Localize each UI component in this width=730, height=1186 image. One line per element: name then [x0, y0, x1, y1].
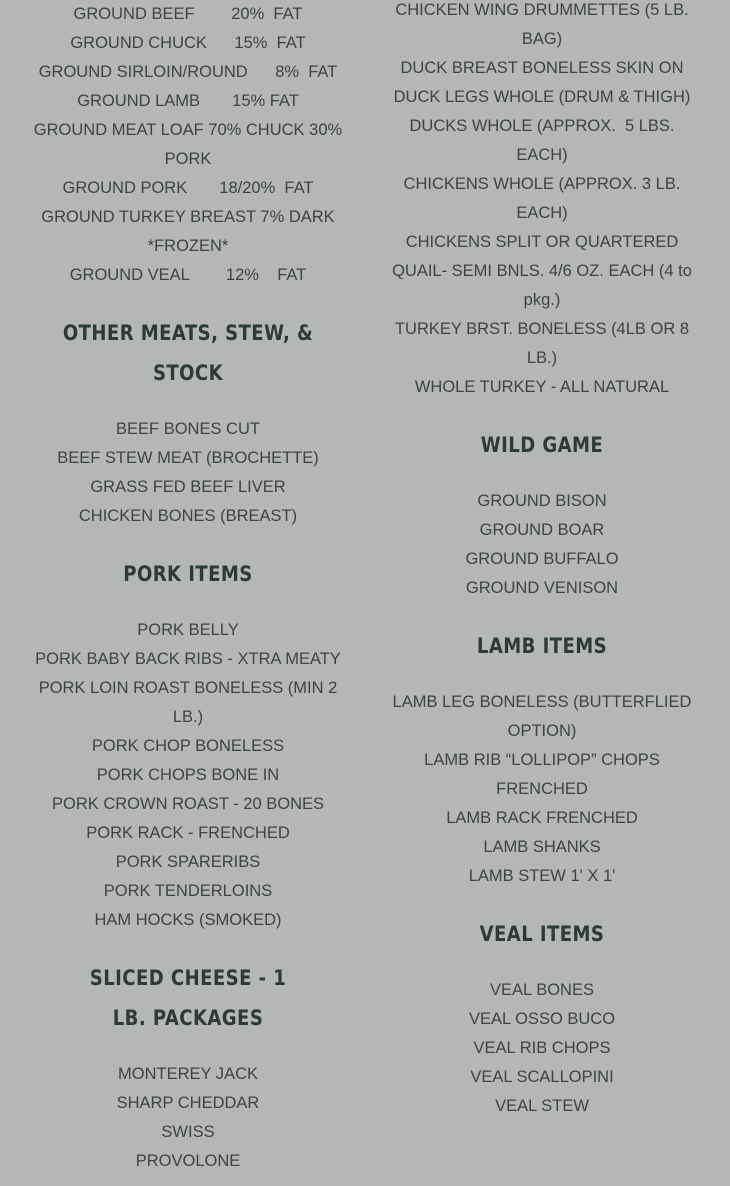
list-item: GRASS FED BEEF LIVER [90, 478, 286, 496]
ground-meats-list [18, 0, 358, 290]
list-item: LAMB LEG BONELESS (BUTTERFLIED OPTION) [392, 693, 697, 740]
lamb-items-list [372, 688, 712, 891]
list-item: GROUND PORK 18/20% FAT [62, 179, 314, 197]
section-heading-veal: VEAL ITEMS [479, 922, 605, 946]
list-item: SWISS [161, 1123, 215, 1141]
veal-items-list [372, 976, 712, 1121]
list-item: PORK BELLY [137, 621, 239, 639]
list-item: BEEF BONES CUT [116, 420, 260, 438]
left-column [18, 0, 358, 1176]
list-item: GROUND MEAT LOAF 70% CHUCK 30% PORK [33, 121, 347, 168]
list-item: PORK TENDERLOINS [103, 882, 273, 900]
list-item: PORK CROWN ROAST - 20 BONES [52, 795, 324, 813]
list-item: VEAL OSSO BUCO [468, 1010, 616, 1028]
wild-game-list [372, 487, 712, 603]
list-item: VEAL SCALLOPINI [470, 1068, 614, 1086]
section-heading-sliced-cheese: SLICED CHEESE - 1 LB. PACKAGES [89, 966, 287, 1030]
list-item: QUAIL- SEMI BNLS. 4/6 OZ. EACH (4 to pkg.) [392, 262, 697, 309]
list-item: CHICKEN WING DRUMMETTES (5 LB. BAG) [395, 1, 694, 48]
list-item: SHARP CHEDDAR [116, 1094, 260, 1112]
list-item: LAMB RACK FRENCHED [446, 809, 638, 827]
pork-items-list [18, 616, 358, 935]
list-item: GROUND VEAL 12% FAT [69, 266, 307, 284]
list-item: VEAL RIB CHOPS [473, 1039, 611, 1057]
list-item: GROUND SIRLOIN/ROUND 8% FAT [38, 63, 338, 81]
list-item: GROUND CHUCK 15% FAT [70, 34, 306, 52]
list-item: DUCKS WHOLE (APPROX. 5 LBS. EACH) [409, 117, 680, 164]
list-item: CHICKENS WHOLE (APPROX. 3 LB. EACH) [403, 175, 686, 222]
list-item: VEAL STEW [495, 1097, 589, 1115]
list-item: PORK CHOPS BONE IN [96, 766, 280, 784]
list-item: GROUND VENISON [465, 579, 619, 597]
list-item: VEAL BONES [490, 981, 594, 999]
right-column [372, 0, 712, 1121]
list-item: PORK CHOP BONELESS [91, 737, 285, 755]
list-item: CHICKENS SPLIT OR QUARTERED [405, 233, 679, 251]
list-item: GROUND BISON [477, 492, 607, 510]
list-item: WHOLE TURKEY - ALL NATURAL [414, 378, 670, 396]
section-heading-other-meats: OTHER MEATS, STEW, & STOCK [62, 321, 314, 385]
list-item: PROVOLONE [135, 1152, 241, 1170]
list-item: LAMB SHANKS [483, 838, 601, 856]
list-item: GROUND LAMB 15% FAT [77, 92, 299, 110]
list-item: PORK LOIN ROAST BONELESS (MIN 2 LB.) [38, 679, 342, 726]
list-item: GROUND BUFFALO [465, 550, 619, 568]
list-item: HAM HOCKS (SMOKED) [94, 911, 282, 929]
list-item: DUCK LEGS WHOLE (DRUM & THIGH) [393, 88, 691, 106]
list-item: GROUND BEEF 20% FAT [73, 5, 303, 23]
list-item: GROUND BOAR [479, 521, 605, 539]
list-item: CHICKEN BONES (BREAST) [78, 507, 298, 525]
list-item: LAMB RIB “LOLLIPOP” CHOPS FRENCHED [424, 751, 665, 798]
list-item: PORK BABY BACK RIBS - XTRA MEATY [35, 650, 341, 668]
list-item: DUCK BREAST BONELESS SKIN ON [400, 59, 684, 77]
list-item: TURKEY BRST. BONELESS (4LB OR 8 LB.) [394, 320, 694, 367]
list-item: MONTEREY JACK [118, 1065, 258, 1083]
section-heading-pork: PORK ITEMS [123, 562, 253, 586]
list-item: BEEF STEW MEAT (BROCHETTE) [57, 449, 319, 467]
list-item: PORK SPARERIBS [115, 853, 261, 871]
list-item: LAMB STEW 1' X 1' [468, 867, 616, 885]
list-item: PORK RACK - FRENCHED [86, 824, 290, 842]
section-heading-lamb: LAMB ITEMS [476, 634, 608, 658]
poultry-list [372, 0, 712, 402]
list-item: GROUND TURKEY BREAST 7% DARK *FROZEN* [41, 208, 340, 255]
section-heading-wild-game: WILD GAME [480, 433, 604, 457]
cheese-items-list [18, 1060, 358, 1176]
other-meats-list [18, 415, 358, 531]
